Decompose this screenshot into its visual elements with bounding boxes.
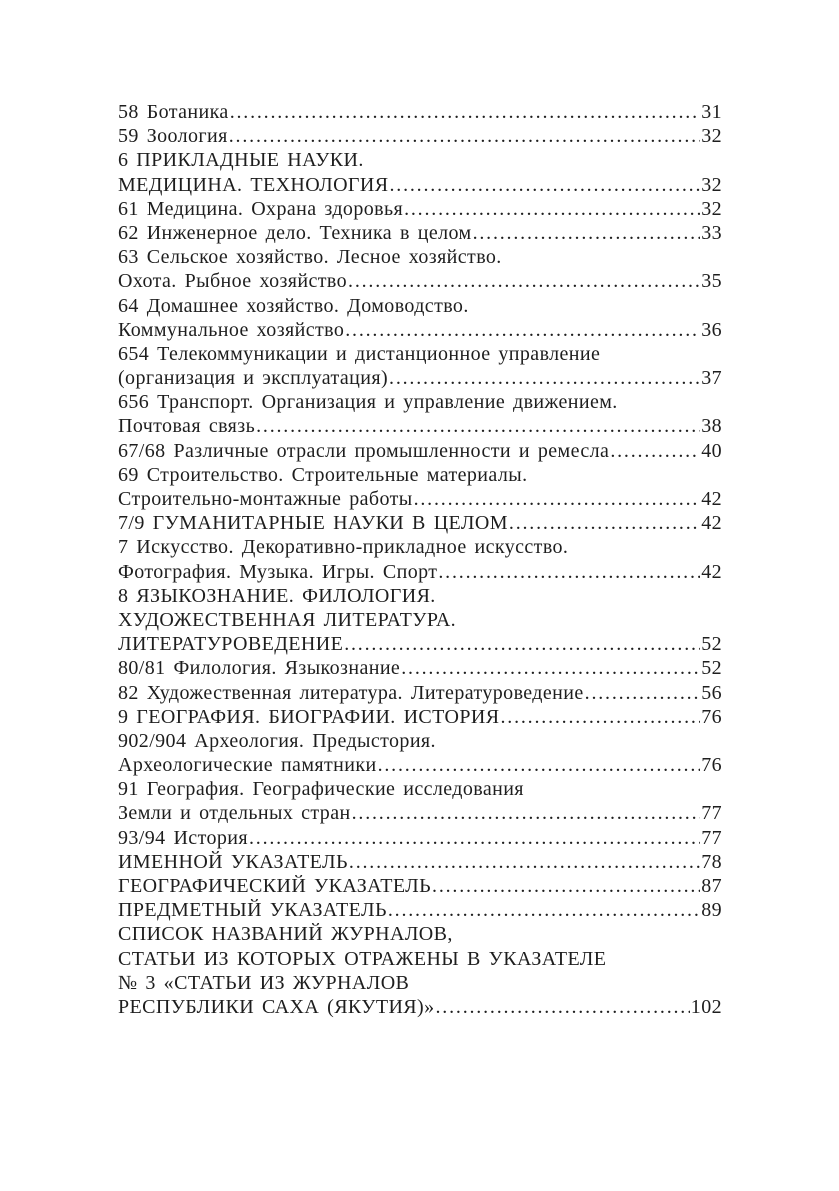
toc-line [118,585,722,609]
toc-entry-text: Коммунальное хозяйство [118,318,345,341]
toc-dot-leader [500,706,700,729]
toc-line [118,899,722,923]
toc-entry-text: ГЕОГРАФИЧЕСКИЙ УКАЗАТЕЛЬ [118,875,432,897]
toc-page-number: 87 [701,875,722,897]
toc-line [118,174,722,198]
toc-dot-leader [585,682,701,705]
toc-line [118,319,722,343]
toc-dot-leader [388,899,700,922]
toc-dot-leader [509,512,700,535]
toc-dot-leader [432,875,700,898]
toc-line [118,198,722,222]
toc-entry-text: 69 Строительство. Строительные материалы. [118,463,528,486]
toc-page-number: 52 [701,633,722,656]
toc-line [118,222,722,246]
toc-page-number: 42 [701,560,722,583]
toc-line [118,633,722,657]
toc-dot-leader [249,827,700,850]
toc-page-number: 56 [701,681,722,704]
toc-entry-text: 61 Медицина. Охрана здоровья [118,197,404,220]
toc-line [118,270,722,294]
toc-entry-text: (организация и эксплуатация) [118,367,389,390]
toc-dot-leader [229,125,700,148]
toc-dot-leader [404,198,700,221]
toc-dot-leader [389,367,700,390]
toc-entry-text: СТАТЬИ ИЗ КОТОРЫХ ОТРАЖЕНЫ В УКАЗАТЕЛЕ [118,947,607,970]
toc-entry-text: Фотография. Музыка. Игры. Спорт [118,560,438,583]
toc-line [118,972,722,996]
toc-dot-leader [344,633,700,656]
toc-line [118,295,722,319]
toc-page-number: 33 [701,221,722,244]
toc-entry-text: 59 Зоология [118,125,228,148]
toc-line [118,923,722,947]
toc-line [118,367,722,391]
toc-page-number: 76 [701,705,722,728]
toc-page-number: 102 [690,995,722,1018]
toc-line [118,754,722,778]
toc-entry-text: 62 Инженерное дело. Техника в целом [118,221,472,244]
toc-line [118,996,722,1020]
toc-line [118,875,722,899]
toc-page-number: 36 [701,318,722,341]
toc-entry-text: ПРЕДМЕТНЫЙ УКАЗАТЕЛЬ [118,899,387,922]
toc-page-number: 42 [701,512,722,535]
toc-dot-leader [610,440,700,463]
toc-line [118,802,722,826]
toc-entry-text: МЕДИЦИНА. ТЕХНОЛОГИЯ [118,173,389,196]
toc-page-number: 89 [701,899,722,922]
toc-entry-text: 93/94 История [118,826,248,849]
toc-entry-text: СПИСОК НАЗВАНИЙ ЖУРНАЛОВ, [118,923,453,946]
toc-page-number: 32 [701,197,722,220]
toc-entry-text: Археологические памятники [118,754,377,777]
toc-entry-text: ХУДОЖЕСТВЕННАЯ ЛИТЕРАТУРА. [118,608,457,631]
toc-dot-leader [378,754,701,777]
toc-entry-text: 64 Домашнее хозяйство. Домоводство. [118,294,469,317]
toc-line [118,440,722,464]
toc-dot-leader [414,488,701,511]
toc-page-number: 32 [701,173,722,196]
toc-entry-text: 63 Сельское хозяйство. Лесное хозяйство. [118,246,502,269]
toc-entry-text: 7 Искусство. Декоративно-прикладное искусство. [118,536,569,559]
toc-line [118,415,722,439]
toc-entry-text: 654 Телекоммуникации и дистанционное управление [118,342,601,365]
toc-page-number: 42 [701,488,722,510]
toc-line [118,125,722,149]
toc-entry-text: 902/904 Археология. Предыстория. [118,729,436,752]
toc-page-number: 40 [701,439,722,462]
toc-line [118,657,722,681]
toc-line [118,246,722,270]
toc-entry-text: 8 ЯЗЫКОЗНАНИЕ. ФИЛОЛОГИЯ. [118,584,436,607]
toc-page-number: 31 [701,101,722,123]
toc-entry-text: № 3 «СТАТЬИ ИЗ ЖУРНАЛОВ [118,971,410,994]
toc-line [118,488,722,512]
toc-line [118,706,722,730]
toc-entry-text: Почтовая связь [118,415,256,438]
toc-entry-text: 6 ПРИКЛАДНЫЕ НАУКИ. [118,149,364,172]
toc-entry-text: ИМЕННОЙ УКАЗАТЕЛЬ [118,850,348,873]
toc-dot-leader [348,270,700,293]
toc-entry-text: Строительно-монтажные работы [118,488,413,510]
toc-page-number: 52 [701,657,722,680]
toc-dot-leader [349,851,700,874]
toc-page-number: 77 [701,802,722,825]
toc-line [118,778,722,802]
table-of-contents [118,101,722,1020]
toc-dot-leader [345,319,700,342]
toc-line [118,827,722,851]
toc-line [118,851,722,875]
toc-line [118,343,722,367]
toc-page-number: 35 [701,270,722,293]
toc-line [118,101,722,125]
toc-entry-text: 67/68 Различные отрасли промышленности и ремесла [118,439,610,462]
toc-entry-text: 80/81 Филология. Языкознание [118,657,401,680]
toc-page-number: 32 [701,125,722,148]
toc-entry-text: Земли и отдельных стран [118,802,351,825]
toc-dot-leader [436,996,690,1019]
toc-entry-text: ЛИТЕРАТУРОВЕДЕНИЕ [118,633,344,656]
toc-dot-leader [352,802,701,825]
toc-line [118,948,722,972]
toc-entry-text: 7/9 ГУМАНИТАРНЫЕ НАУКИ В ЦЕЛОМ [118,512,508,535]
toc-line [118,149,722,173]
toc-dot-leader [401,657,700,680]
toc-line [118,609,722,633]
toc-line [118,391,722,415]
toc-page-number: 38 [701,415,722,438]
toc-line [118,682,722,706]
toc-line [118,512,722,536]
toc-entry-text: Охота. Рыбное хозяйство [118,270,348,293]
toc-line [118,561,722,585]
toc-entry-text: 58 Ботаника [118,101,229,123]
toc-page-number: 77 [701,826,722,849]
toc-page-number: 37 [701,367,722,390]
toc-entry-text: РЕСПУБЛИКИ САХА (ЯКУТИЯ)» [118,995,435,1018]
toc-dot-leader [438,561,700,584]
toc-entry-text: 82 Художественная литература. Литературоведение [118,681,584,704]
toc-dot-leader [230,101,701,124]
toc-page-number: 76 [701,754,722,777]
toc-entry-text: 656 Транспорт. Организация и управление движением. [118,391,618,414]
toc-line [118,730,722,754]
toc-dot-leader [389,174,700,197]
toc-dot-leader [256,415,700,438]
toc-dot-leader [473,222,701,245]
toc-entry-text: 91 География. Географические исследования [118,778,524,801]
toc-line [118,464,722,488]
toc-line [118,536,722,560]
toc-entry-text: 9 ГЕОГРАФИЯ. БИОГРАФИИ. ИСТОРИЯ [118,705,500,728]
toc-page-number: 78 [701,850,722,873]
